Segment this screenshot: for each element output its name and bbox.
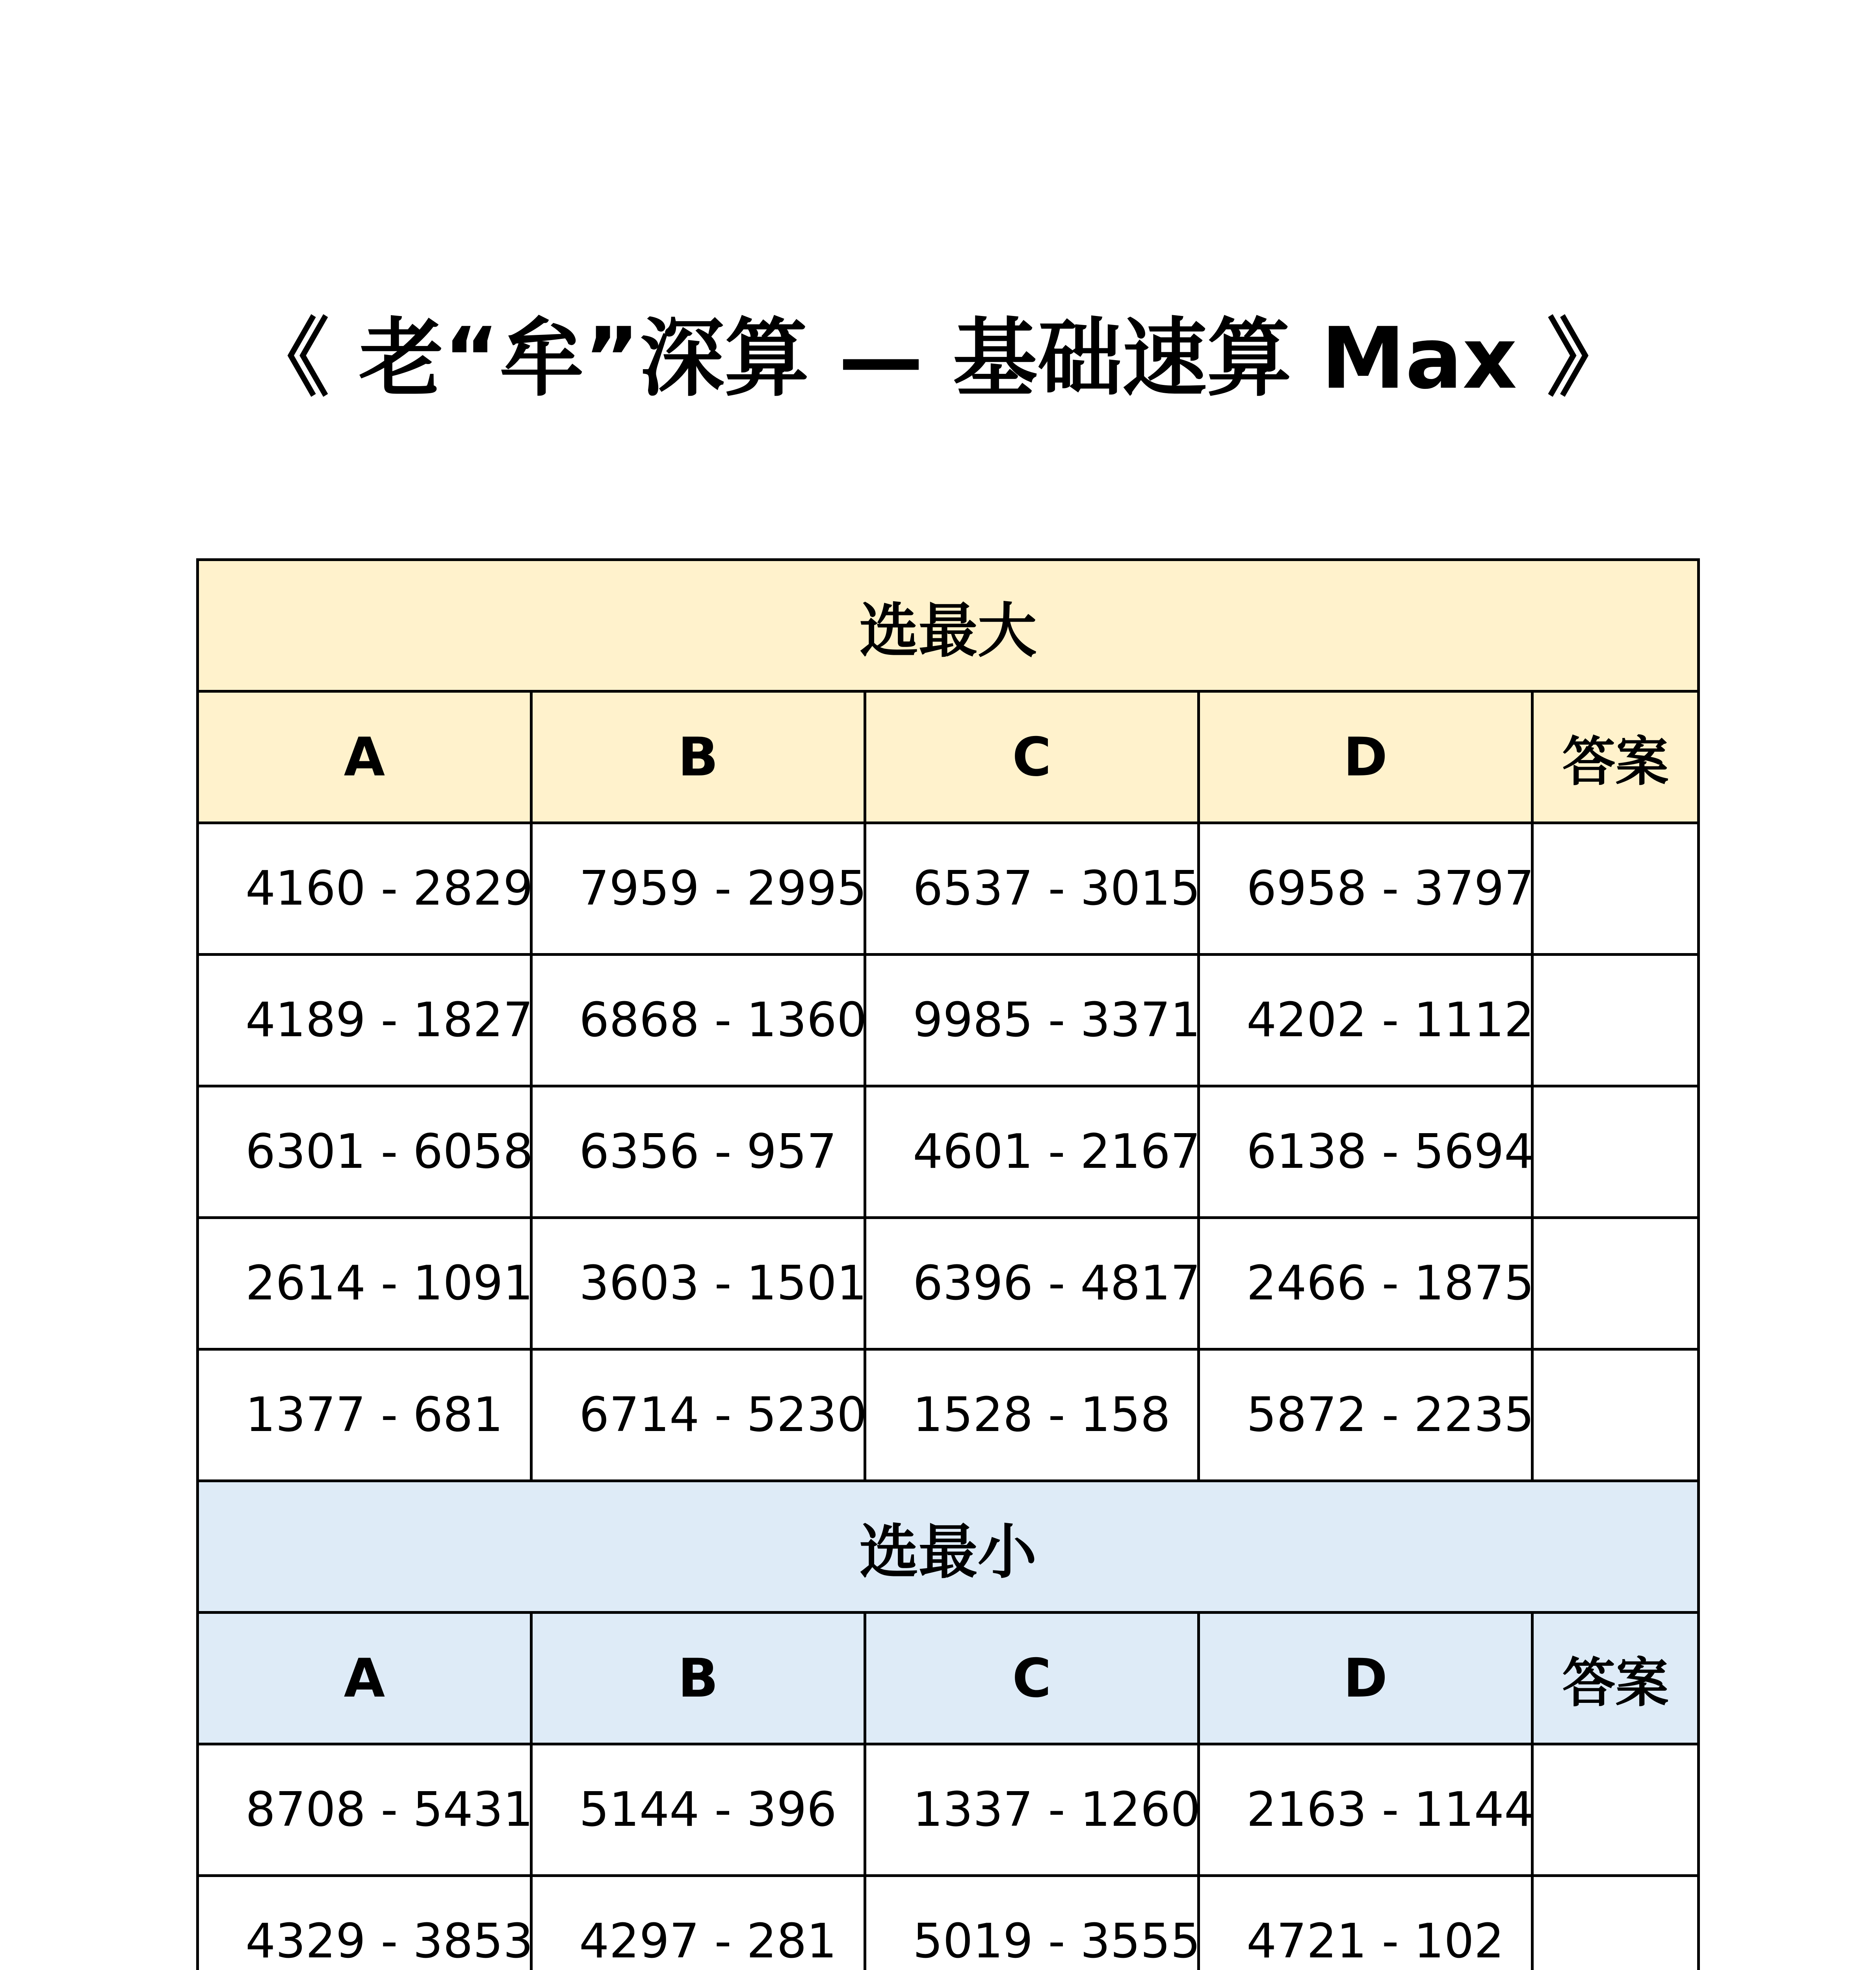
- table-row: [198, 1876, 1699, 1970]
- select-min-column-header: D: [1199, 1613, 1532, 1744]
- select-min-column-header: A: [198, 1613, 531, 1744]
- problem-cell: 1377 - 681: [198, 1349, 531, 1481]
- select-max-column-header: D: [1199, 691, 1532, 823]
- table-row: [198, 1218, 1699, 1349]
- problem-cell: 6868 - 1360: [531, 955, 865, 1086]
- select-max-column-header: A: [198, 691, 531, 823]
- problem-cell: 6958 - 3797: [1199, 823, 1532, 955]
- answer-box[interactable]: [1532, 1744, 1699, 1876]
- problem-cell: 4297 - 281: [531, 1876, 865, 1970]
- table-row: [198, 1744, 1699, 1876]
- problem-cell: 1528 - 158: [865, 1349, 1199, 1481]
- select-min-column-header-row: [198, 1613, 1699, 1744]
- answer-box[interactable]: [1532, 823, 1699, 955]
- problem-cell: 4329 - 3853: [198, 1876, 531, 1970]
- select-max-column-header: B: [531, 691, 865, 823]
- select-min-section-title: 选最小: [198, 1481, 1699, 1613]
- problem-cell: 7959 - 2995: [531, 823, 865, 955]
- problem-cell: 9985 - 3371: [865, 955, 1199, 1086]
- worksheet-table: [196, 558, 1700, 1970]
- problem-cell: 2163 - 1144: [1199, 1744, 1532, 1876]
- problem-cell: 4202 - 1112: [1199, 955, 1532, 1086]
- problem-cell: 6714 - 5230: [531, 1349, 865, 1481]
- select-min-heading-row: [198, 1481, 1699, 1613]
- answer-box[interactable]: [1532, 1876, 1699, 1970]
- select-min-column-header: B: [531, 1613, 865, 1744]
- table-row: [198, 1086, 1699, 1218]
- problem-cell: 6301 - 6058: [198, 1086, 531, 1218]
- problem-cell: 6138 - 5694: [1199, 1086, 1532, 1218]
- problem-cell: 5144 - 396: [531, 1744, 865, 1876]
- table-row: [198, 1349, 1699, 1481]
- problem-cell: 6396 - 4817: [865, 1218, 1199, 1349]
- answer-box[interactable]: [1532, 1218, 1699, 1349]
- problem-cell: 5872 - 2235: [1199, 1349, 1532, 1481]
- table-row: [198, 823, 1699, 955]
- problem-cell: 1337 - 1260: [865, 1744, 1199, 1876]
- problem-cell: 4601 - 2167: [865, 1086, 1199, 1218]
- problem-cell: 3603 - 1501: [531, 1218, 865, 1349]
- problem-cell: 2466 - 1875: [1199, 1218, 1532, 1349]
- problem-cell: 2614 - 1091: [198, 1218, 531, 1349]
- problem-cell: 4160 - 2829: [198, 823, 531, 955]
- select-max-section-title: 选最大: [198, 560, 1699, 691]
- select-min-column-header: 答案: [1532, 1613, 1699, 1744]
- answer-box[interactable]: [1532, 955, 1699, 1086]
- select-min-column-header: C: [865, 1613, 1199, 1744]
- page-title: 《 老“牟”深算 — 基础速算 Max 》: [245, 309, 1631, 408]
- answer-box[interactable]: [1532, 1349, 1699, 1481]
- answer-box[interactable]: [1532, 1086, 1699, 1218]
- table-row: [198, 955, 1699, 1086]
- problem-cell: 4721 - 102: [1199, 1876, 1532, 1970]
- problem-cell: 6537 - 3015: [865, 823, 1199, 955]
- problem-cell: 6356 - 957: [531, 1086, 865, 1218]
- select-max-heading-row: [198, 560, 1699, 691]
- problem-cell: 4189 - 1827: [198, 955, 531, 1086]
- problem-cell: 8708 - 5431: [198, 1744, 531, 1876]
- select-max-column-header-row: [198, 691, 1699, 823]
- worksheet-body: [198, 560, 1699, 1970]
- problem-cell: 5019 - 3555: [865, 1876, 1199, 1970]
- select-max-column-header: 答案: [1532, 691, 1699, 823]
- select-max-column-header: C: [865, 691, 1199, 823]
